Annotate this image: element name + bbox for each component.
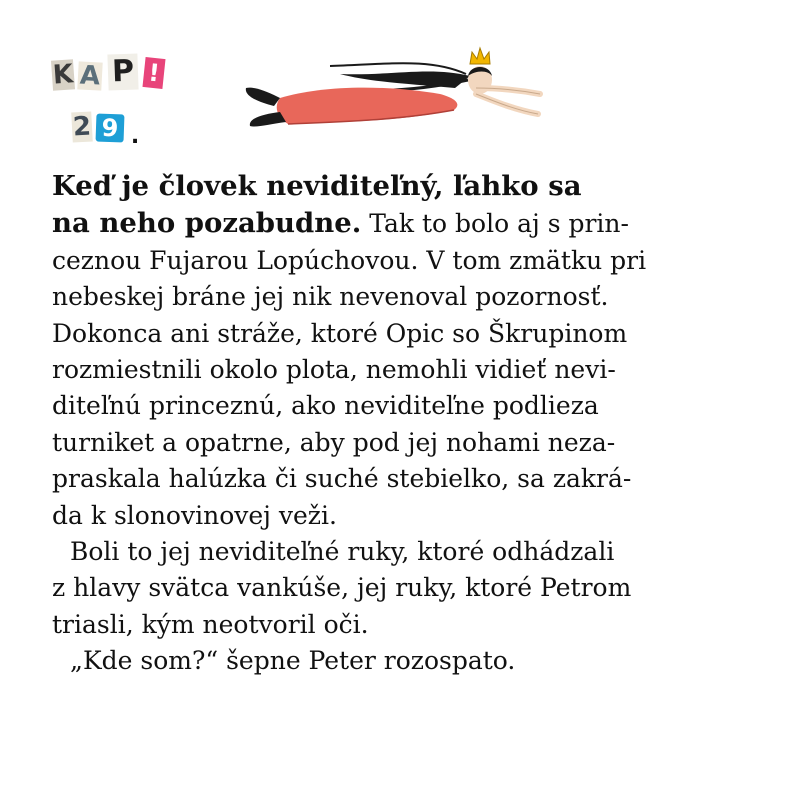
text-line: [52, 498, 752, 534]
text-line: [52, 570, 752, 606]
body-text: Dokonca ani stráže, ktoré Opic so Škrupinom: [52, 318, 628, 348]
chapter-text: [52, 168, 752, 680]
text-line: [52, 607, 752, 643]
text-line: [52, 279, 752, 315]
body-text: ceznou Fujarou Lopúchovou. V tom zmätku pri: [52, 245, 647, 275]
chapter-letter: K: [51, 59, 75, 91]
chapter-number-dot: .: [130, 124, 140, 149]
chapter-letter: !: [142, 57, 165, 89]
text-line: [52, 352, 752, 388]
chapter-number-digit: 2: [72, 111, 92, 143]
text-line: [52, 461, 752, 497]
body-text: diteľnú princeznú, ako neviditeľne podlieza: [52, 391, 599, 421]
flying-princess-icon: [240, 36, 550, 146]
body-text: Boli to jej neviditeľné ruky, ktoré odhádzali: [70, 537, 615, 567]
body-text: turniket a opatrne, aby pod jej nohami neza-: [52, 427, 616, 457]
lead-in-bold: Keď je človek neviditeľný, ľahko sa: [52, 170, 582, 202]
body-text: z hlavy svätca vankúše, jej ruky, ktoré Petrom: [52, 573, 632, 603]
body-text: da k slonovinovej veži.: [52, 500, 337, 530]
text-line: [52, 243, 752, 279]
body-text: rozmiestnili okolo plota, nemohli vidieť nevi-: [52, 355, 616, 385]
text-line: [52, 643, 752, 679]
text-line: [52, 534, 752, 570]
lead-in-bold: na neho pozabudne.: [52, 207, 362, 240]
text-line: [52, 425, 752, 461]
chapter-number-digit: 9: [96, 114, 125, 143]
flying-princess-illustration: [240, 36, 550, 146]
text-line: [52, 205, 752, 242]
body-text: „Kde som?“ šepne Peter rozospato.: [70, 646, 516, 676]
body-text: praskala halúzka či suché stebielko, sa zakrá-: [52, 464, 632, 494]
body-text: nebeskej bráne jej nik nevenoval pozornosť.: [52, 282, 609, 312]
text-line: [52, 168, 752, 205]
chapter-label: [52, 52, 172, 152]
body-text: Tak to bolo aj s prin-: [361, 209, 629, 239]
body-text: triasli, kým neotvoril oči.: [52, 609, 369, 639]
chapter-letter: P: [107, 53, 138, 90]
text-line: [52, 388, 752, 424]
chapter-letter: A: [79, 60, 101, 92]
text-line: [52, 316, 752, 352]
